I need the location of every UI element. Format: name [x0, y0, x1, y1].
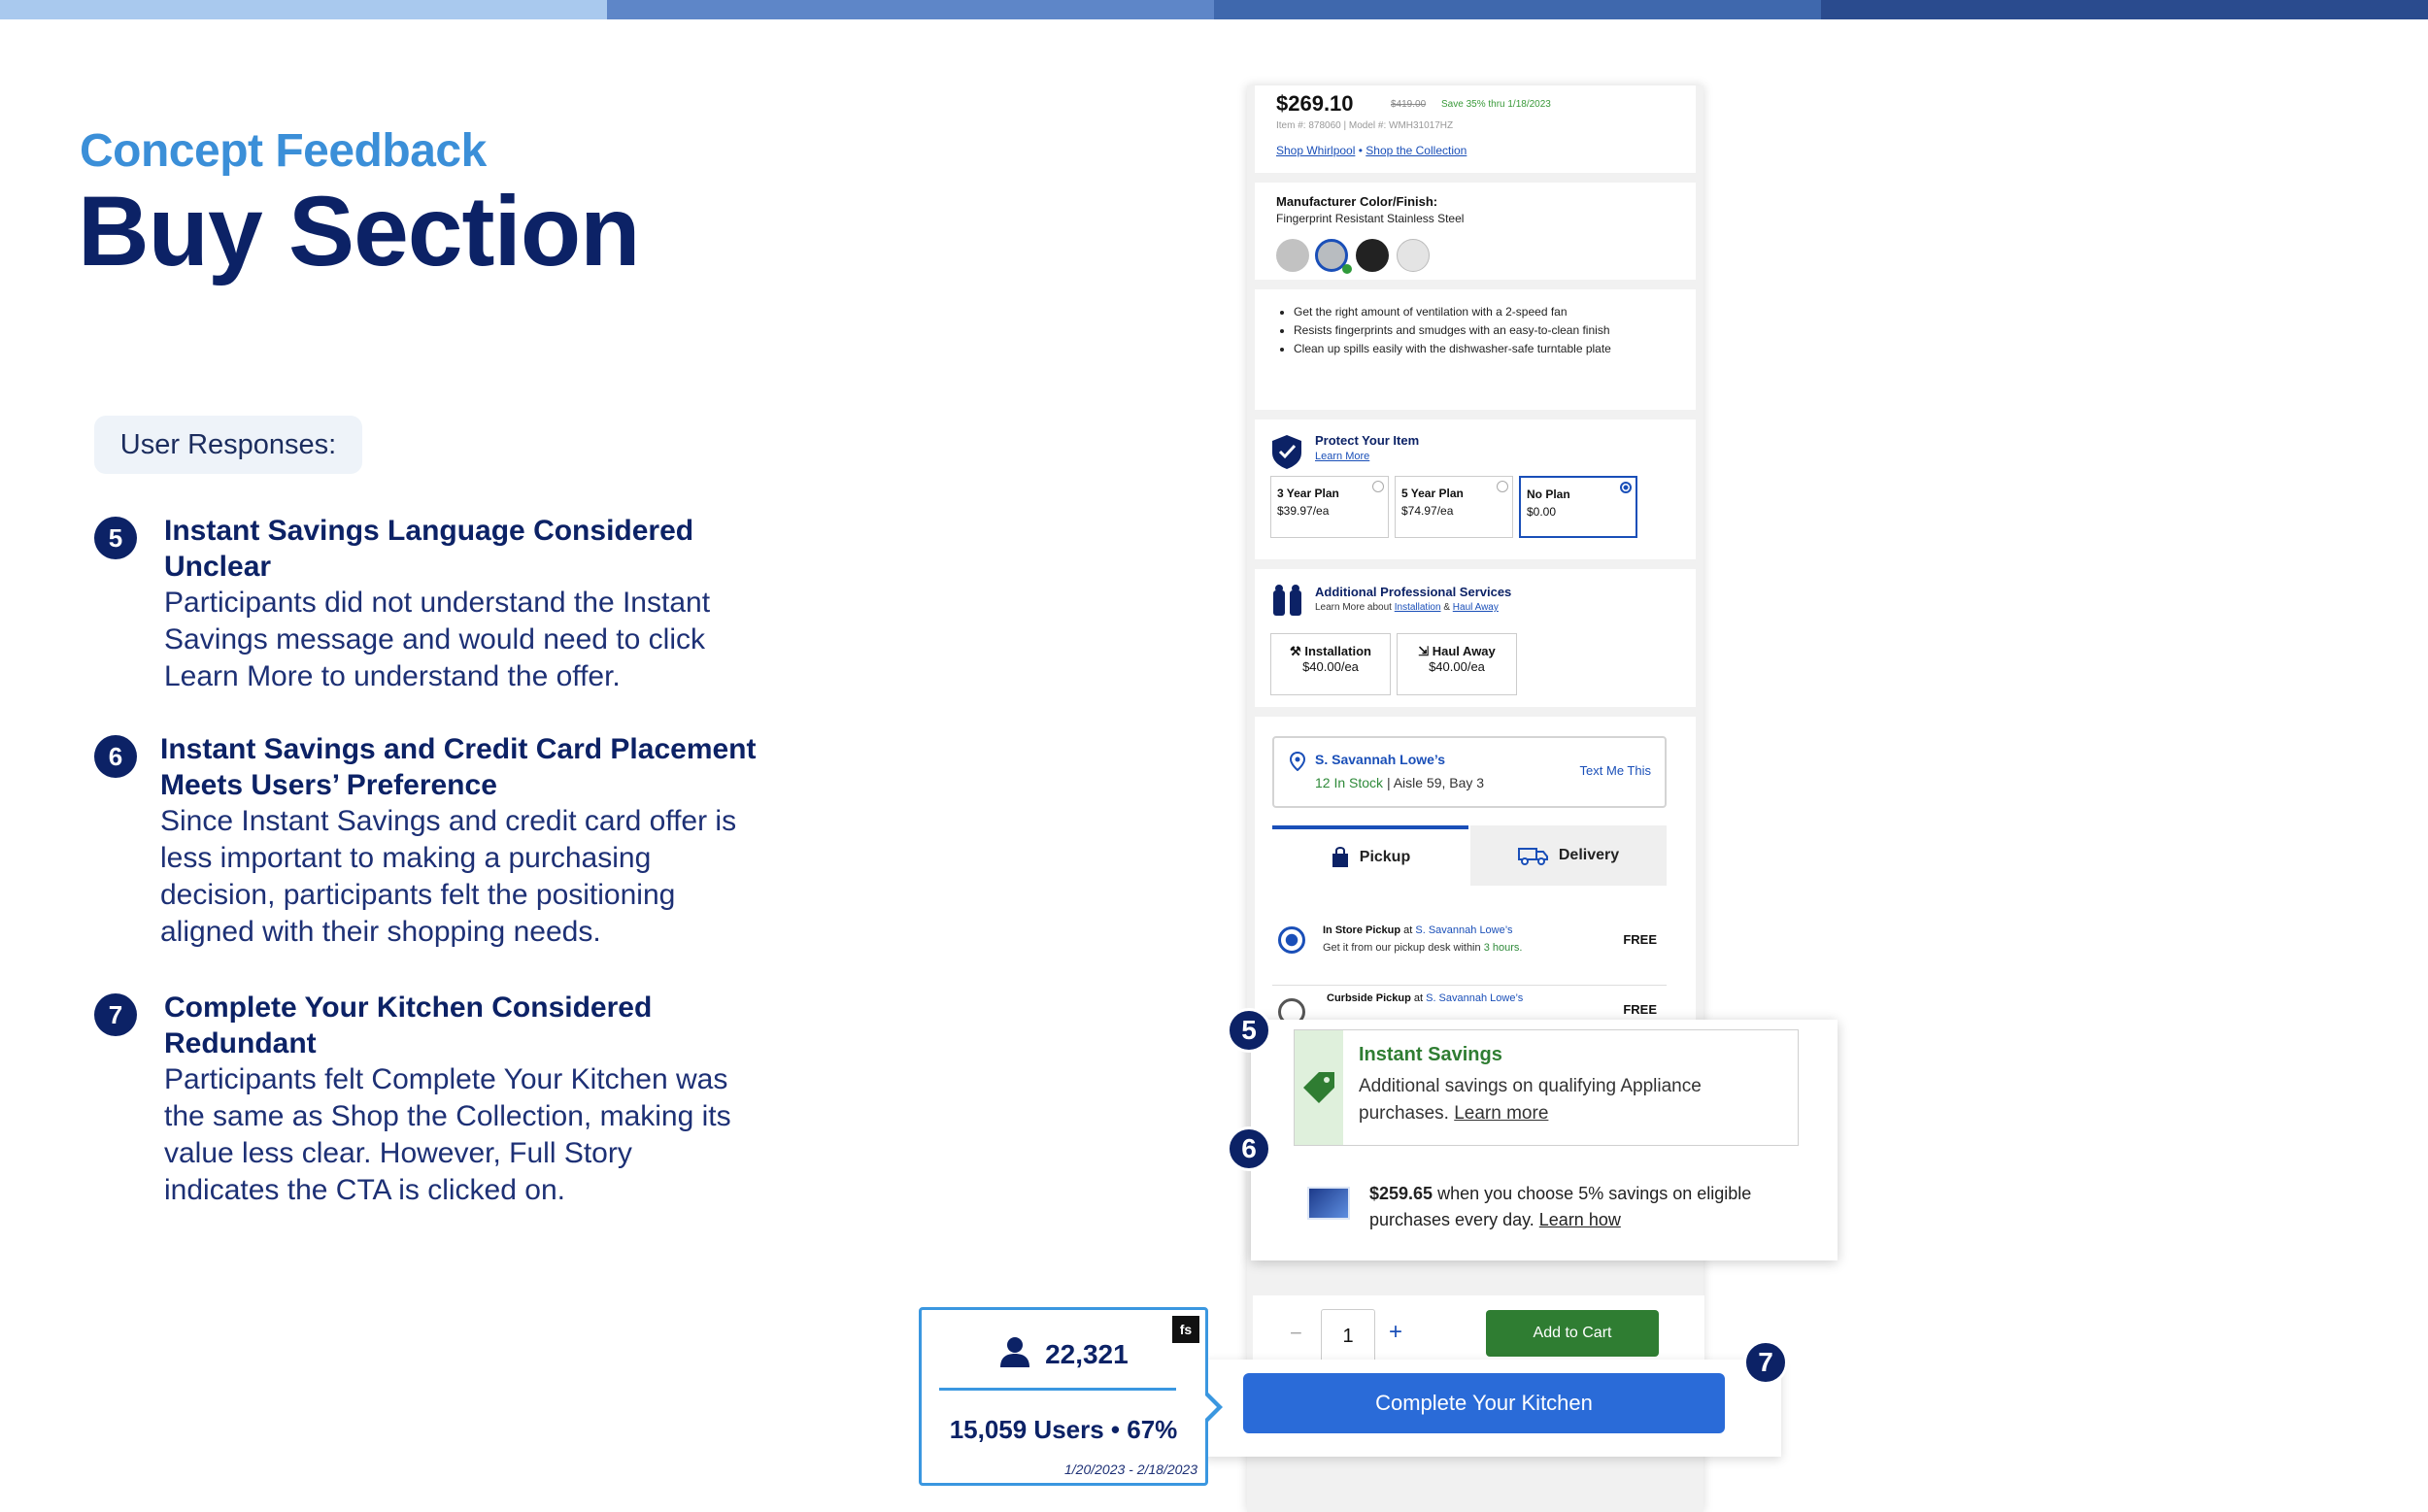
- instant-savings-box: [1294, 1029, 1799, 1146]
- store-selector[interactable]: [1272, 736, 1667, 808]
- service-price: $40.00/ea: [1429, 659, 1485, 674]
- marker-6: 6: [1227, 1126, 1271, 1171]
- curbside-title-line: [1327, 992, 1523, 1004]
- plan-price: $74.97/ea: [1401, 504, 1454, 518]
- qty-minus-button[interactable]: −: [1290, 1321, 1302, 1345]
- quantity-input[interactable]: 1: [1321, 1309, 1375, 1363]
- plan-none-selected[interactable]: [1519, 476, 1637, 538]
- service-installation[interactable]: [1270, 633, 1391, 695]
- users-total: 22,321: [1045, 1339, 1129, 1369]
- date-range: 1/20/2023 - 2/18/2023: [1063, 1462, 1197, 1477]
- users-total-line: [922, 1335, 1205, 1370]
- services-title: Additional Professional Services: [1315, 585, 1512, 599]
- truck-icon: [1518, 846, 1549, 865]
- user-responses-label: User Responses:: [94, 416, 362, 474]
- services-learn-prefix: Learn More about: [1315, 602, 1392, 613]
- instore-title: In Store Pickup: [1323, 924, 1401, 936]
- card-learn-how[interactable]: Learn how: [1538, 1210, 1621, 1229]
- plan-price: $39.97/ea: [1277, 504, 1330, 518]
- curbside-store-link[interactable]: S. Savannah Lowe’s: [1426, 992, 1524, 1004]
- eyebrow-title: Concept Feedback: [80, 125, 487, 177]
- feature-item: • Clean up spills easily with the dishwasher-safe turntable plate: [1294, 340, 1682, 358]
- marker-7: 7: [1743, 1340, 1788, 1385]
- shop-collection-link[interactable]: Shop the Collection: [1366, 144, 1467, 157]
- store-stock-line: [1315, 775, 1484, 790]
- instore-sub: Get it from our pickup desk within: [1323, 942, 1481, 954]
- protect-card: [1255, 420, 1696, 559]
- tab-pickup[interactable]: [1272, 825, 1468, 886]
- radio-selected-icon[interactable]: [1278, 926, 1305, 954]
- stock-count: 12 In Stock: [1315, 775, 1384, 790]
- service-name: [1405, 644, 1508, 659]
- plan-name: 3 Year Plan: [1277, 487, 1339, 500]
- radio-selected-icon: [1620, 482, 1632, 493]
- services-learn-line: [1315, 602, 1499, 613]
- curbside-title: Curbside Pickup: [1327, 992, 1411, 1004]
- fullstory-stats-card: [919, 1307, 1208, 1486]
- feature-item: • Resists fingerprints and smudges with an easy-to-clean finish: [1294, 321, 1682, 340]
- instant-savings-learn-more[interactable]: Learn more: [1454, 1103, 1549, 1124]
- radio-icon: [1372, 481, 1384, 492]
- feedback-item-5: [94, 513, 774, 695]
- instore-hours: 3 hours.: [1483, 942, 1523, 954]
- services-card: [1255, 569, 1696, 707]
- curbside-free: FREE: [1623, 1002, 1657, 1017]
- instant-savings-body: Additional savings on qualifying Appliance purchases.: [1359, 1076, 1702, 1124]
- feature-item: • Get the right amount of ventilation with a 2-speed fan: [1294, 303, 1682, 321]
- service-name-text: Installation: [1304, 644, 1371, 658]
- swatch-silver[interactable]: [1276, 239, 1309, 272]
- user-icon: [998, 1335, 1031, 1368]
- current-price: $269.10: [1276, 91, 1354, 116]
- fullstory-logo: fs: [1172, 1316, 1199, 1343]
- feedback-body: Participants did not understand the Instant Savings message and would need to click Learn More to understand the offer.: [164, 587, 711, 692]
- feedback-number: 7: [94, 993, 137, 1036]
- feedback-number: 5: [94, 517, 137, 559]
- haul-icon: ⇲: [1418, 644, 1433, 658]
- text-me-link[interactable]: Text Me This: [1579, 763, 1651, 778]
- color-value: Fingerprint Resistant Stainless Steel: [1276, 212, 1465, 225]
- bar-segment-2: [607, 0, 1214, 19]
- feedback-body: Participants felt Complete Your Kitchen was the same as Shop the Collection, making its value less clear. However, Full Story indicates the CTA is clicked on.: [164, 1063, 731, 1206]
- service-name-text: Haul Away: [1432, 644, 1496, 658]
- complete-kitchen-panel: [1204, 1360, 1781, 1457]
- card-offer-text: [1369, 1181, 1816, 1233]
- price-card: [1255, 85, 1696, 173]
- savings-panel: [1251, 1020, 1838, 1260]
- page-title: Buy Section: [78, 176, 640, 286]
- radio-icon: [1497, 481, 1508, 492]
- instore-sub-line: [1323, 942, 1522, 954]
- feedback-body: Since Instant Savings and credit card offer is less important to making a purchasing decision, participants felt the positioning aligned with their shopping needs.: [160, 805, 737, 948]
- add-to-cart-button[interactable]: Add to Cart: [1486, 1310, 1659, 1357]
- feedback-item-6: [94, 731, 774, 951]
- protect-learn-more[interactable]: Learn More: [1315, 451, 1370, 462]
- feedback-heading: Instant Savings Language Considered Unclear: [164, 515, 694, 583]
- divider: [939, 1388, 1176, 1391]
- bar-segment-1: [0, 0, 607, 19]
- protect-title: Protect Your Item: [1315, 433, 1420, 448]
- workers-icon: [1270, 583, 1305, 618]
- at-word: at: [1403, 924, 1413, 936]
- pickup-options: [1272, 886, 1667, 1031]
- bar-segment-3: [1214, 0, 1821, 19]
- features-card: [1255, 289, 1696, 410]
- service-price: $40.00/ea: [1302, 659, 1359, 674]
- users-clicked: 15,059 Users • 67%: [949, 1415, 1178, 1444]
- plan-price: $0.00: [1527, 505, 1557, 519]
- tools-icon: ⚒: [1290, 644, 1305, 658]
- price-tag-icon: [1299, 1068, 1338, 1107]
- old-price: $419.00: [1391, 99, 1427, 110]
- top-color-bar: [0, 0, 2428, 19]
- plan-5-year[interactable]: [1395, 476, 1513, 538]
- color-label: Manufacturer Color/Finish:: [1276, 194, 1438, 209]
- plan-name: 5 Year Plan: [1401, 487, 1464, 500]
- shop-brand-link[interactable]: Shop Whirlpool: [1276, 144, 1356, 157]
- qty-plus-button[interactable]: +: [1389, 1319, 1403, 1345]
- aisle-location: | Aisle 59, Bay 3: [1386, 775, 1485, 790]
- shield-check-icon: [1270, 433, 1303, 470]
- service-name: [1279, 644, 1382, 659]
- tab-delivery[interactable]: [1470, 825, 1667, 886]
- installation-link[interactable]: Installation: [1394, 602, 1441, 613]
- instant-savings-title: Instant Savings: [1359, 1044, 1502, 1065]
- tab-pickup-label: Pickup: [1359, 849, 1411, 865]
- card-amount: $259.65: [1369, 1184, 1433, 1203]
- instore-title-line: [1323, 924, 1512, 936]
- instore-store-link[interactable]: S. Savannah Lowe’s: [1415, 924, 1513, 936]
- instore-free: FREE: [1623, 932, 1657, 947]
- swatch-black[interactable]: [1356, 239, 1389, 272]
- location-pin-icon: [1290, 752, 1305, 771]
- at-word: at: [1413, 992, 1424, 1004]
- haul-away-link[interactable]: Haul Away: [1452, 602, 1499, 613]
- feedback-item-7: [94, 990, 774, 1209]
- color-card: [1255, 183, 1696, 280]
- swatch-white[interactable]: [1397, 239, 1430, 272]
- bag-icon: [1331, 847, 1350, 868]
- feature-list: [1294, 303, 1682, 358]
- selected-dot: [1342, 264, 1352, 274]
- credit-card-icon: [1307, 1187, 1350, 1220]
- plan-3-year[interactable]: [1270, 476, 1389, 538]
- save-text: Save 35% thru 1/18/2023: [1441, 99, 1551, 110]
- tab-delivery-label: Delivery: [1558, 847, 1620, 863]
- divider: [1272, 985, 1667, 986]
- store-name: S. Savannah Lowe’s: [1315, 752, 1446, 767]
- feedback-heading: Complete Your Kitchen Considered Redundant: [164, 991, 653, 1059]
- item-meta: Item #: 878060 | Model #: WMH31017HZ: [1276, 120, 1454, 131]
- shop-links: Shop Whirlpool • Shop the Collection: [1276, 144, 1467, 157]
- service-haul-away[interactable]: [1397, 633, 1517, 695]
- feedback-heading: Instant Savings and Credit Card Placement Meets Users’ Preference: [160, 733, 757, 801]
- feedback-number: 6: [94, 735, 137, 778]
- tag-column: [1295, 1030, 1343, 1145]
- plan-name: No Plan: [1527, 487, 1570, 501]
- bar-segment-4: [1821, 0, 2428, 19]
- marker-5: 5: [1227, 1008, 1271, 1053]
- complete-your-kitchen-button[interactable]: Complete Your Kitchen: [1243, 1373, 1725, 1433]
- amp: &: [1443, 602, 1450, 613]
- instant-savings-body-wrap: [1359, 1073, 1776, 1127]
- card-text: when you choose 5% savings on eligible purchases every day.: [1369, 1184, 1752, 1229]
